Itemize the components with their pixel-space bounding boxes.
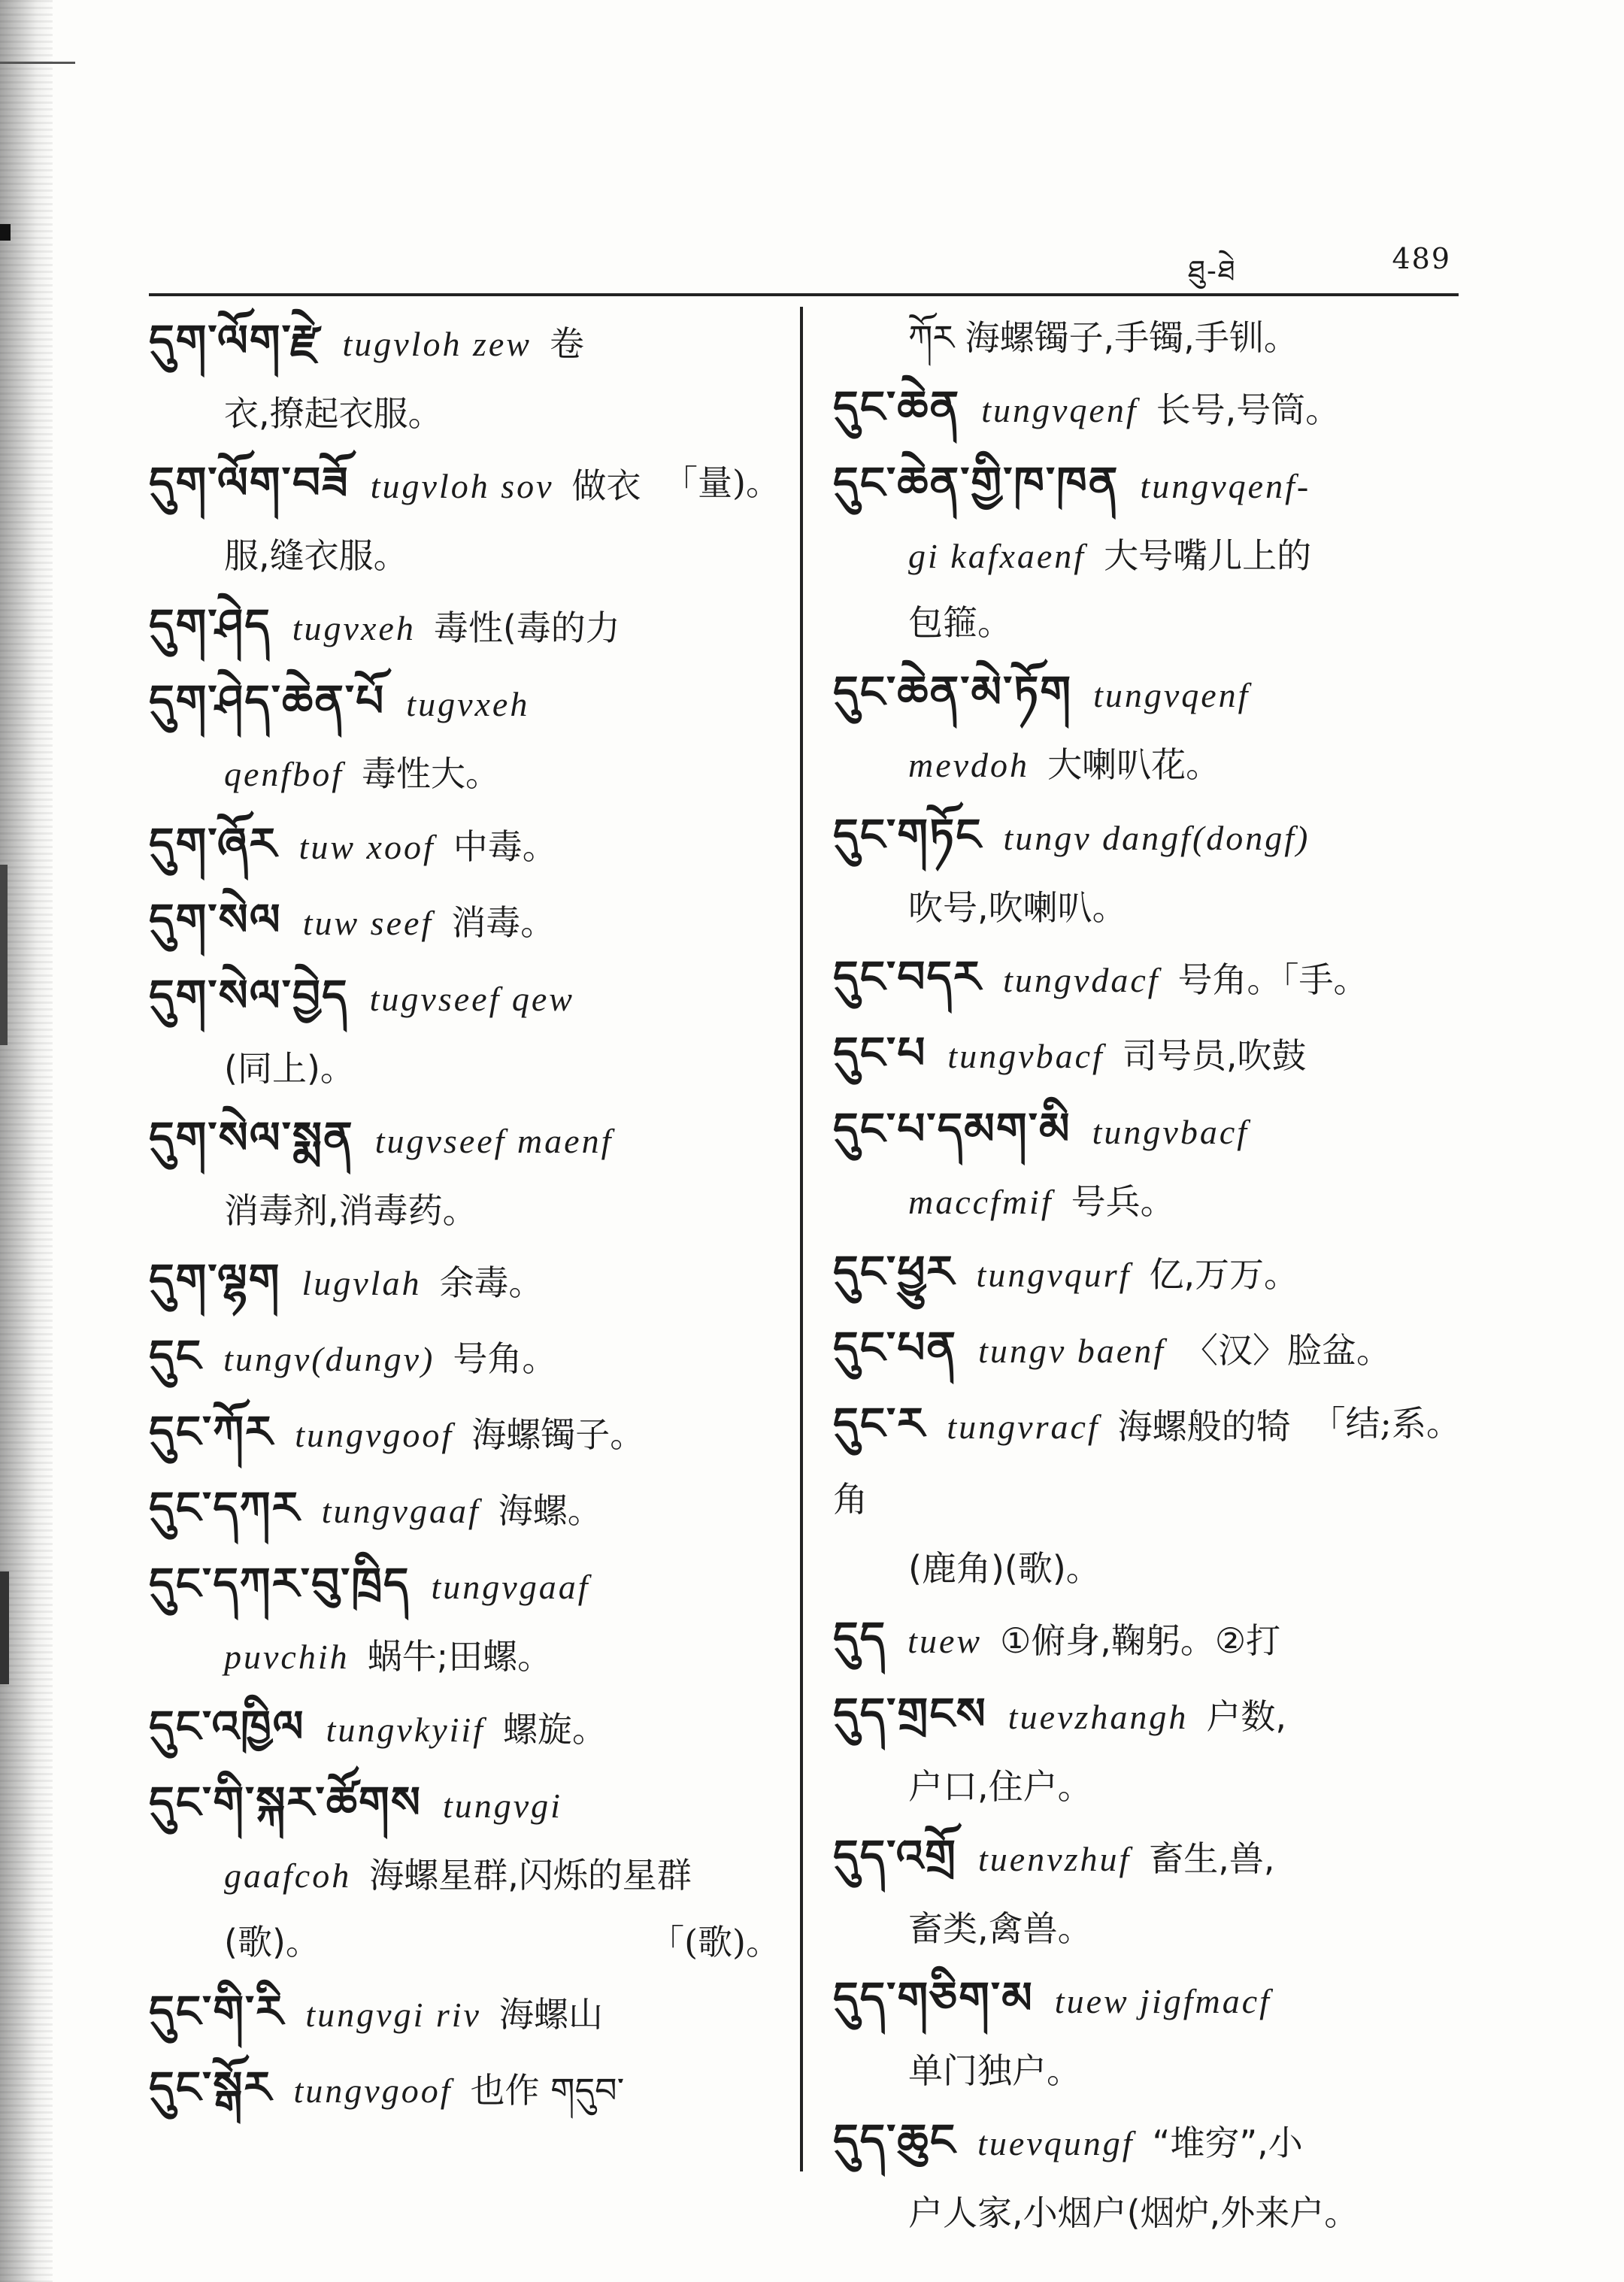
entry-continuation <box>149 1842 780 1909</box>
tibetan-headword: དུང་གི་རི <box>149 1986 285 2037</box>
chinese-gloss: “堆穷”,小 <box>1152 2123 1303 2163</box>
tibetan-headword: དུག་སེལ་སྨན <box>149 1112 354 1163</box>
entry-continuation <box>149 1623 780 1690</box>
tibetan-headword: དུང་ཕྱུར <box>833 1246 956 1297</box>
romanization: tungvbacf <box>947 1037 1104 1075</box>
dictionary-entry <box>833 941 1461 1017</box>
tibetan-headword: དུག་ལྷག <box>149 1254 281 1305</box>
romanization: tugvxeh <box>292 609 416 647</box>
romanization: tungvgaaf <box>321 1492 480 1530</box>
romanization: tuenvzhuf <box>977 1840 1132 1878</box>
gloss-cont: 毒性大。 <box>361 753 500 794</box>
entry-note: 「量)。 <box>663 462 780 503</box>
dictionary-entry <box>833 1387 1461 1602</box>
tibetan-headword: དུང་པན <box>833 1322 958 1373</box>
tibetan-headword: དུང་ར <box>833 1398 926 1449</box>
romanization: tuew <box>907 1622 983 1660</box>
chinese-gloss: 号角。 <box>453 1338 557 1379</box>
page-header <box>1188 232 1459 287</box>
tibetan-headword: དུད་གཅིག་མ <box>833 1972 1034 2023</box>
gloss-cont: 服,缝衣服。 <box>224 535 408 576</box>
column-divider <box>800 307 803 2171</box>
romanization: tungv(dungv) <box>223 1340 435 1378</box>
dictionary-entry <box>833 447 1461 589</box>
romanization: tuew jigfmacf <box>1054 1982 1271 2020</box>
chinese-gloss: 余毒。 <box>439 1262 544 1303</box>
gloss-cont: 号兵。 <box>1071 1181 1175 1222</box>
romanization-cont: qenfbof <box>224 755 344 793</box>
dictionary-entry <box>833 1311 1461 1387</box>
gloss-cont: 海螺星群,闪烁的星群 <box>369 1855 692 1896</box>
dictionary-entry <box>149 1102 780 1244</box>
entry-continuation <box>833 305 1461 371</box>
dictionary-entry <box>833 589 1461 656</box>
tibetan-headword: དུག་ཞོར <box>149 818 278 869</box>
tibetan-headword: དུག་ཤེད་ཆེན་པོ <box>149 675 386 726</box>
romanization: lugvlah <box>301 1264 422 1302</box>
gloss-cont: 单门独户。 <box>908 2050 1081 2091</box>
tibetan-headword: དུང་པ་དམག་མི <box>833 1103 1071 1154</box>
edge-mark <box>0 865 8 1045</box>
dictionary-entry <box>149 1909 780 1975</box>
tibetan-headword: དུང་བདར <box>833 951 983 1002</box>
chinese-gloss: 司号员,吹鼓 <box>1122 1035 1307 1076</box>
gloss-cont: 畜类,禽兽。 <box>908 1908 1092 1949</box>
dictionary-entry <box>149 1766 780 1909</box>
scan-edge <box>0 0 53 2282</box>
entry-note: 「(歌)。 <box>650 1922 780 1962</box>
dictionary-entry <box>149 1547 780 1690</box>
left-column <box>149 305 780 2127</box>
romanization: tungvgoof <box>295 1416 454 1454</box>
chinese-gloss: 户数, <box>1206 1696 1286 1737</box>
chinese-gloss: 亿,万万。 <box>1149 1254 1299 1295</box>
entry-continuation <box>149 380 780 447</box>
romanization: tungvgi <box>442 1787 562 1825</box>
tibetan-headword: དུད་གྲངས <box>833 1688 987 1739</box>
gloss-cont: (歌)。 <box>224 1922 320 1962</box>
entry-continuation <box>149 1035 780 1102</box>
tibetan-headword: དུང་ཆེན་མེ་ཏོག <box>833 666 1073 717</box>
dictionary-entry <box>833 2104 1461 2246</box>
romanization-cont: mevdoh <box>908 746 1030 784</box>
edge-mark <box>0 224 11 241</box>
chinese-gloss: 海螺镯子。 <box>471 1414 645 1455</box>
entry-continuation <box>833 1535 1461 1602</box>
gloss-cont: (同上)。 <box>224 1048 355 1089</box>
dictionary-entry <box>149 447 780 589</box>
header-rule <box>149 293 1459 296</box>
romanization: tugvseef maenf <box>374 1122 614 1160</box>
gloss-cont: 吹号,吹喇叭。 <box>908 887 1127 928</box>
entry-continuation <box>149 523 780 589</box>
chinese-gloss: 螺旋。 <box>502 1709 607 1750</box>
tibetan-headword: དུག་ཤེད <box>149 599 271 650</box>
entry-continuation <box>833 589 1461 656</box>
entry-continuation <box>833 1896 1461 1962</box>
tibetan-headword: དུང་ཆེན <box>833 381 961 432</box>
romanization: tungvgi riv <box>305 1996 481 2034</box>
section-label: ཐུ-ཐེ <box>1188 254 1237 287</box>
chinese-gloss: 做衣 <box>571 465 641 506</box>
romanization: tugvxeh <box>406 685 530 723</box>
romanization-cont: gaafcoh <box>224 1856 352 1895</box>
chinese-gloss: 卷 <box>549 323 584 364</box>
tibetan-headword: དུག་སེལ་བྱེད <box>149 970 349 1021</box>
romanization: tungvbacf <box>1092 1113 1250 1151</box>
entry-continuation <box>833 523 1461 589</box>
chinese-gloss: 长号,号筒。 <box>1156 389 1341 430</box>
entry-continuation <box>833 1168 1461 1235</box>
dictionary-entry <box>149 883 780 959</box>
tibetan-headword: དུང་གཏོང <box>833 809 983 860</box>
tibetan-headword: དུང <box>149 1330 203 1381</box>
gloss-cont: (鹿角)(歌)。 <box>908 1548 1101 1589</box>
edge-line <box>0 62 75 64</box>
romanization: tuw seef <box>302 904 434 942</box>
romanization: tungvkyiif <box>326 1711 485 1749</box>
romanization: tungvgoof <box>293 2071 453 2110</box>
dictionary-entry <box>149 1471 780 1547</box>
tibetan-headword: དུང་ཆེན་གྱི་ཁ་ཁན <box>833 457 1120 508</box>
dictionary-entry <box>149 589 780 665</box>
chinese-gloss: 中毒。 <box>453 826 557 867</box>
tibetan-headword: དུང་དཀར <box>149 1482 301 1533</box>
chinese-gloss: 畜生,兽, <box>1149 1838 1275 1879</box>
entry-continuation <box>149 1177 780 1244</box>
dictionary-entry <box>149 959 780 1102</box>
tibetan-headword: དུང་པ <box>833 1027 927 1078</box>
dictionary-entry <box>833 1962 1461 2104</box>
chinese-gloss: 〈汉〉脸盆。 <box>1183 1330 1391 1371</box>
romanization: tuevzhangh <box>1007 1698 1189 1736</box>
romanization: tungv baenf <box>978 1332 1165 1370</box>
romanization: tungv dangf(dongf) <box>1003 819 1310 857</box>
romanization: tungvdacf <box>1003 961 1160 999</box>
dictionary-entry <box>833 1017 1461 1093</box>
right-column <box>833 305 1461 2246</box>
entry-continuation <box>833 2038 1461 2104</box>
romanization: tuevqungf <box>977 2124 1135 2162</box>
tibetan-headword: དུག་ལོག་རྫེ <box>149 315 322 366</box>
romanization: tuw xoof <box>298 828 435 866</box>
tibetan-headword: དུང་སྒོར <box>149 2062 273 2113</box>
chinese-gloss: 海螺般的犄角 <box>833 1406 1291 1520</box>
tibetan-headword: དུག་སེལ <box>149 894 282 945</box>
tibetan-headword: དུང་གི་སྐར་ཚོགས <box>149 1777 422 1828</box>
chinese-gloss: 海螺山 <box>498 1994 603 2035</box>
romanization: tungvqurf <box>976 1256 1132 1294</box>
romanization-cont: gi kafxaenf <box>908 537 1086 575</box>
dictionary-entry <box>149 305 780 447</box>
tibetan-headword: དུང་འཁྱིལ <box>149 1701 305 1752</box>
romanization-cont: puvchih <box>224 1638 350 1676</box>
chinese-gloss: 毒性(毒的力 <box>433 608 620 648</box>
chinese-gloss: 海螺。 <box>498 1490 602 1531</box>
gloss-cont: 户口,住户。 <box>908 1766 1092 1807</box>
romanization: tungvracf <box>947 1408 1100 1446</box>
entry-continuation <box>833 732 1461 799</box>
dictionary-entry <box>833 799 1461 941</box>
gloss-cont: 大喇叭花。 <box>1047 744 1221 785</box>
dictionary-entry <box>833 305 1461 371</box>
tibetan-headword: དུད་འགྲོ <box>833 1830 957 1881</box>
entry-continuation <box>833 2180 1461 2246</box>
gloss-cont: 蜗牛;田螺。 <box>367 1636 553 1677</box>
entry-note: 「结;系。 <box>1310 1403 1461 1444</box>
entry-continuation <box>149 741 780 808</box>
dictionary-entry <box>149 1690 780 1766</box>
romanization: tungvqenf- <box>1140 467 1311 505</box>
chinese-gloss: 号角。「手。 <box>1177 959 1368 1000</box>
gloss-cont: 包箍。 <box>908 602 1012 643</box>
dictionary-entry <box>833 1602 1461 1677</box>
dictionary-entry <box>149 2051 780 2127</box>
chinese-gloss: 消毒。 <box>451 902 556 943</box>
tibetan-headword: དུད་ཆུང <box>833 2114 957 2165</box>
dictionary-entry <box>149 665 780 808</box>
romanization: tungvgaaf <box>431 1568 590 1606</box>
gloss-cont: 户人家,小烟户(烟炉,外来户。 <box>908 2193 1359 2233</box>
tibetan-headword: དུག་ལོག་བཟོ <box>149 457 350 508</box>
romanization: tungvqenf <box>1093 676 1250 714</box>
tibetan-headword: དུང་ཀོར <box>149 1406 274 1457</box>
dictionary-entry <box>833 656 1461 799</box>
dictionary-entry <box>149 1396 780 1471</box>
romanization-cont: maccfmif <box>908 1183 1053 1221</box>
dictionary-entry <box>833 1677 1461 1820</box>
romanization: tungvqenf <box>981 391 1138 429</box>
romanization: tugvloh zew <box>342 325 532 363</box>
dictionary-entry <box>833 1235 1461 1311</box>
edge-mark <box>0 1571 9 1684</box>
tibetan-headword: དུང་དཀར་བུ་ཁྲིད <box>149 1558 411 1609</box>
dictionary-entry <box>149 1244 780 1320</box>
romanization: tugvseef qew <box>369 980 574 1018</box>
page-number: 489 <box>1392 242 1451 275</box>
dictionary-entry <box>149 1320 780 1396</box>
gloss-cont: ཀོར 海螺镯子,手镯,手钏。 <box>908 317 1298 358</box>
chinese-gloss: ①俯身,鞠躬。②打 <box>1000 1620 1281 1661</box>
gloss-cont: 衣,撩起衣服。 <box>224 393 443 434</box>
tibetan-headword: དུད <box>833 1612 887 1663</box>
dictionary-entry <box>149 1975 780 2051</box>
chinese-gloss: 也作 གདུབ་ <box>470 2070 625 2111</box>
dictionary-entry <box>833 371 1461 447</box>
dictionary-entry <box>833 1820 1461 1962</box>
dictionary-entry <box>833 1093 1461 1235</box>
romanization: tugvloh sov <box>370 467 554 505</box>
gloss-cont: 消毒剂,消毒药。 <box>224 1190 477 1231</box>
entry-continuation <box>833 874 1461 941</box>
dictionary-entry <box>149 808 780 883</box>
gloss-cont: 大号嘴儿上的 <box>1104 535 1312 576</box>
entry-continuation <box>833 1753 1461 1820</box>
